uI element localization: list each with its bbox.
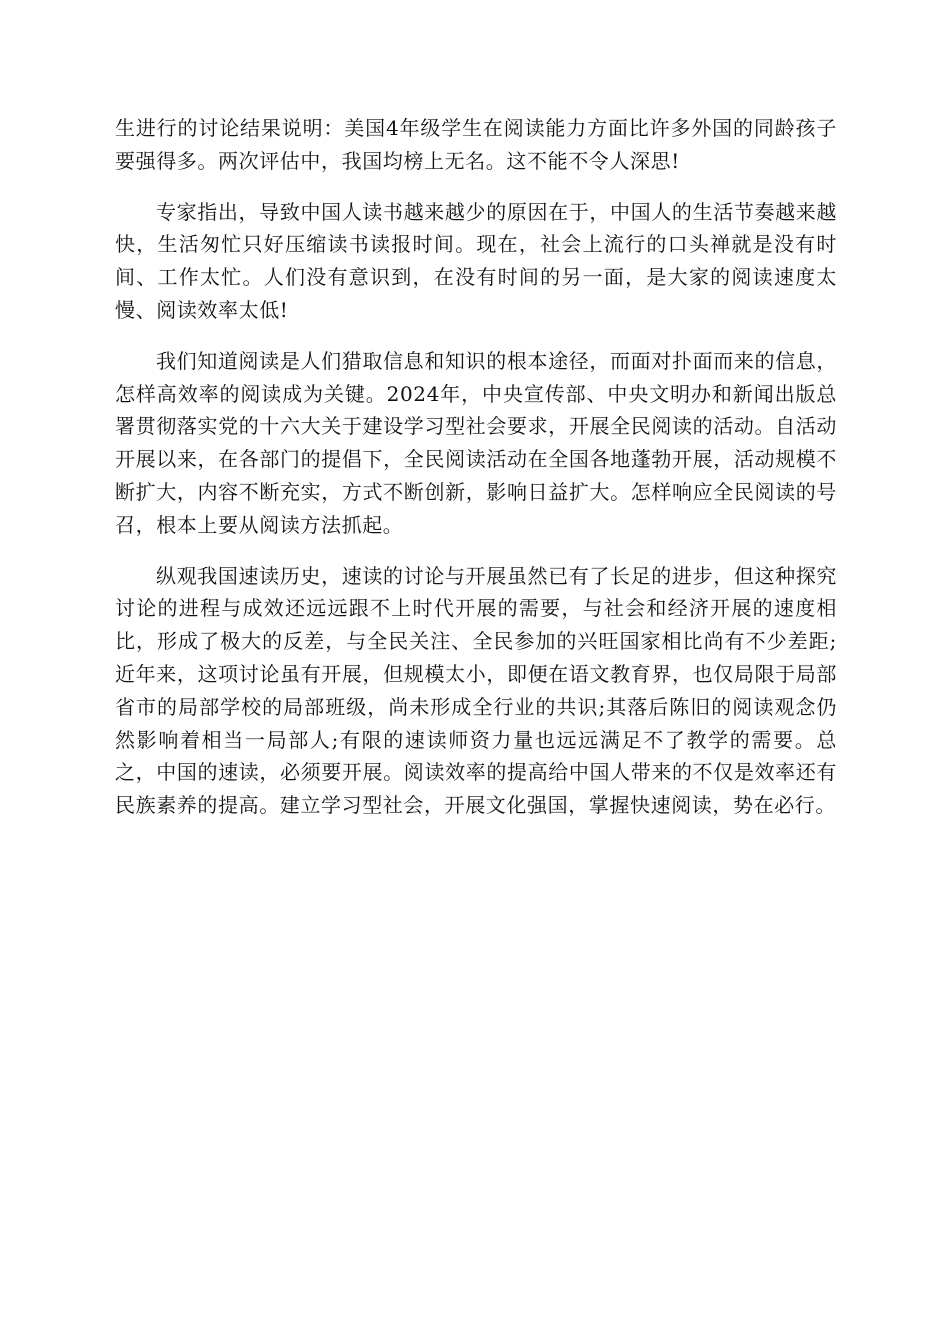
paragraph-expert-opinion: 专家指出，导致中国人读书越来越少的原因在于，中国人的生活节奏越来越快，生活匆忙只好压缩读书读报时间。现在，社会上流行的口头禅就是没有时间、工作太忙。人们没有意识到，在没有时间的另一面，是大家的阅读速度太慢、阅读效率太低! bbox=[115, 199, 837, 322]
paragraph-continued: 生进行的讨论结果说明：美国4年级学生在阅读能力方面比许多外国的同龄孩子要强得多。两次评估中，我国均榜上无名。这不能不令人深思! bbox=[115, 116, 837, 173]
paragraph-speed-reading-history: 纵观我国速读历史，速读的讨论与开展虽然已有了长足的进步，但这种探究讨论的进程与成效还远远跟不上时代开展的需要，与社会和经济开展的速度相比，形成了极大的反差，与全民关注、全民参加的兴旺国家相比尚有不少差距;近年来，这项讨论虽有开展，但规模太小，即便在语文教育界，也仅局限于局部省市的局部学校的局部班级，尚未形成全行业的共识;其落后陈旧的阅读观念仍然影响着相当一局部人;有限的速读师资力量也远远满足不了教学的需要。总之，中国的速读，必须要开展。阅读效率的提高给中国人带来的不仅是效率还有民族素养的提高。建立学习型社会，开展文化强国，掌握快速阅读，势在必行。 bbox=[115, 563, 837, 818]
document-body bbox=[115, 112, 837, 840]
paragraph-national-reading: 我们知道阅读是人们猎取信息和知识的根本途径，而面对扑面而来的信息，怎样高效率的阅读成为关键。2024年，中央宣传部、中央文明办和新闻出版总署贯彻落实党的十六大关于建设学习型社会要求，开展全民阅读的活动。自活动开展以来，在各部门的提倡下，全民阅读活动在全国各地蓬勃开展，活动规模不断扩大，内容不断充实，方式不断创新，影响日益扩大。怎样响应全民阅读的号召，根本上要从阅读方法抓起。 bbox=[115, 348, 837, 537]
